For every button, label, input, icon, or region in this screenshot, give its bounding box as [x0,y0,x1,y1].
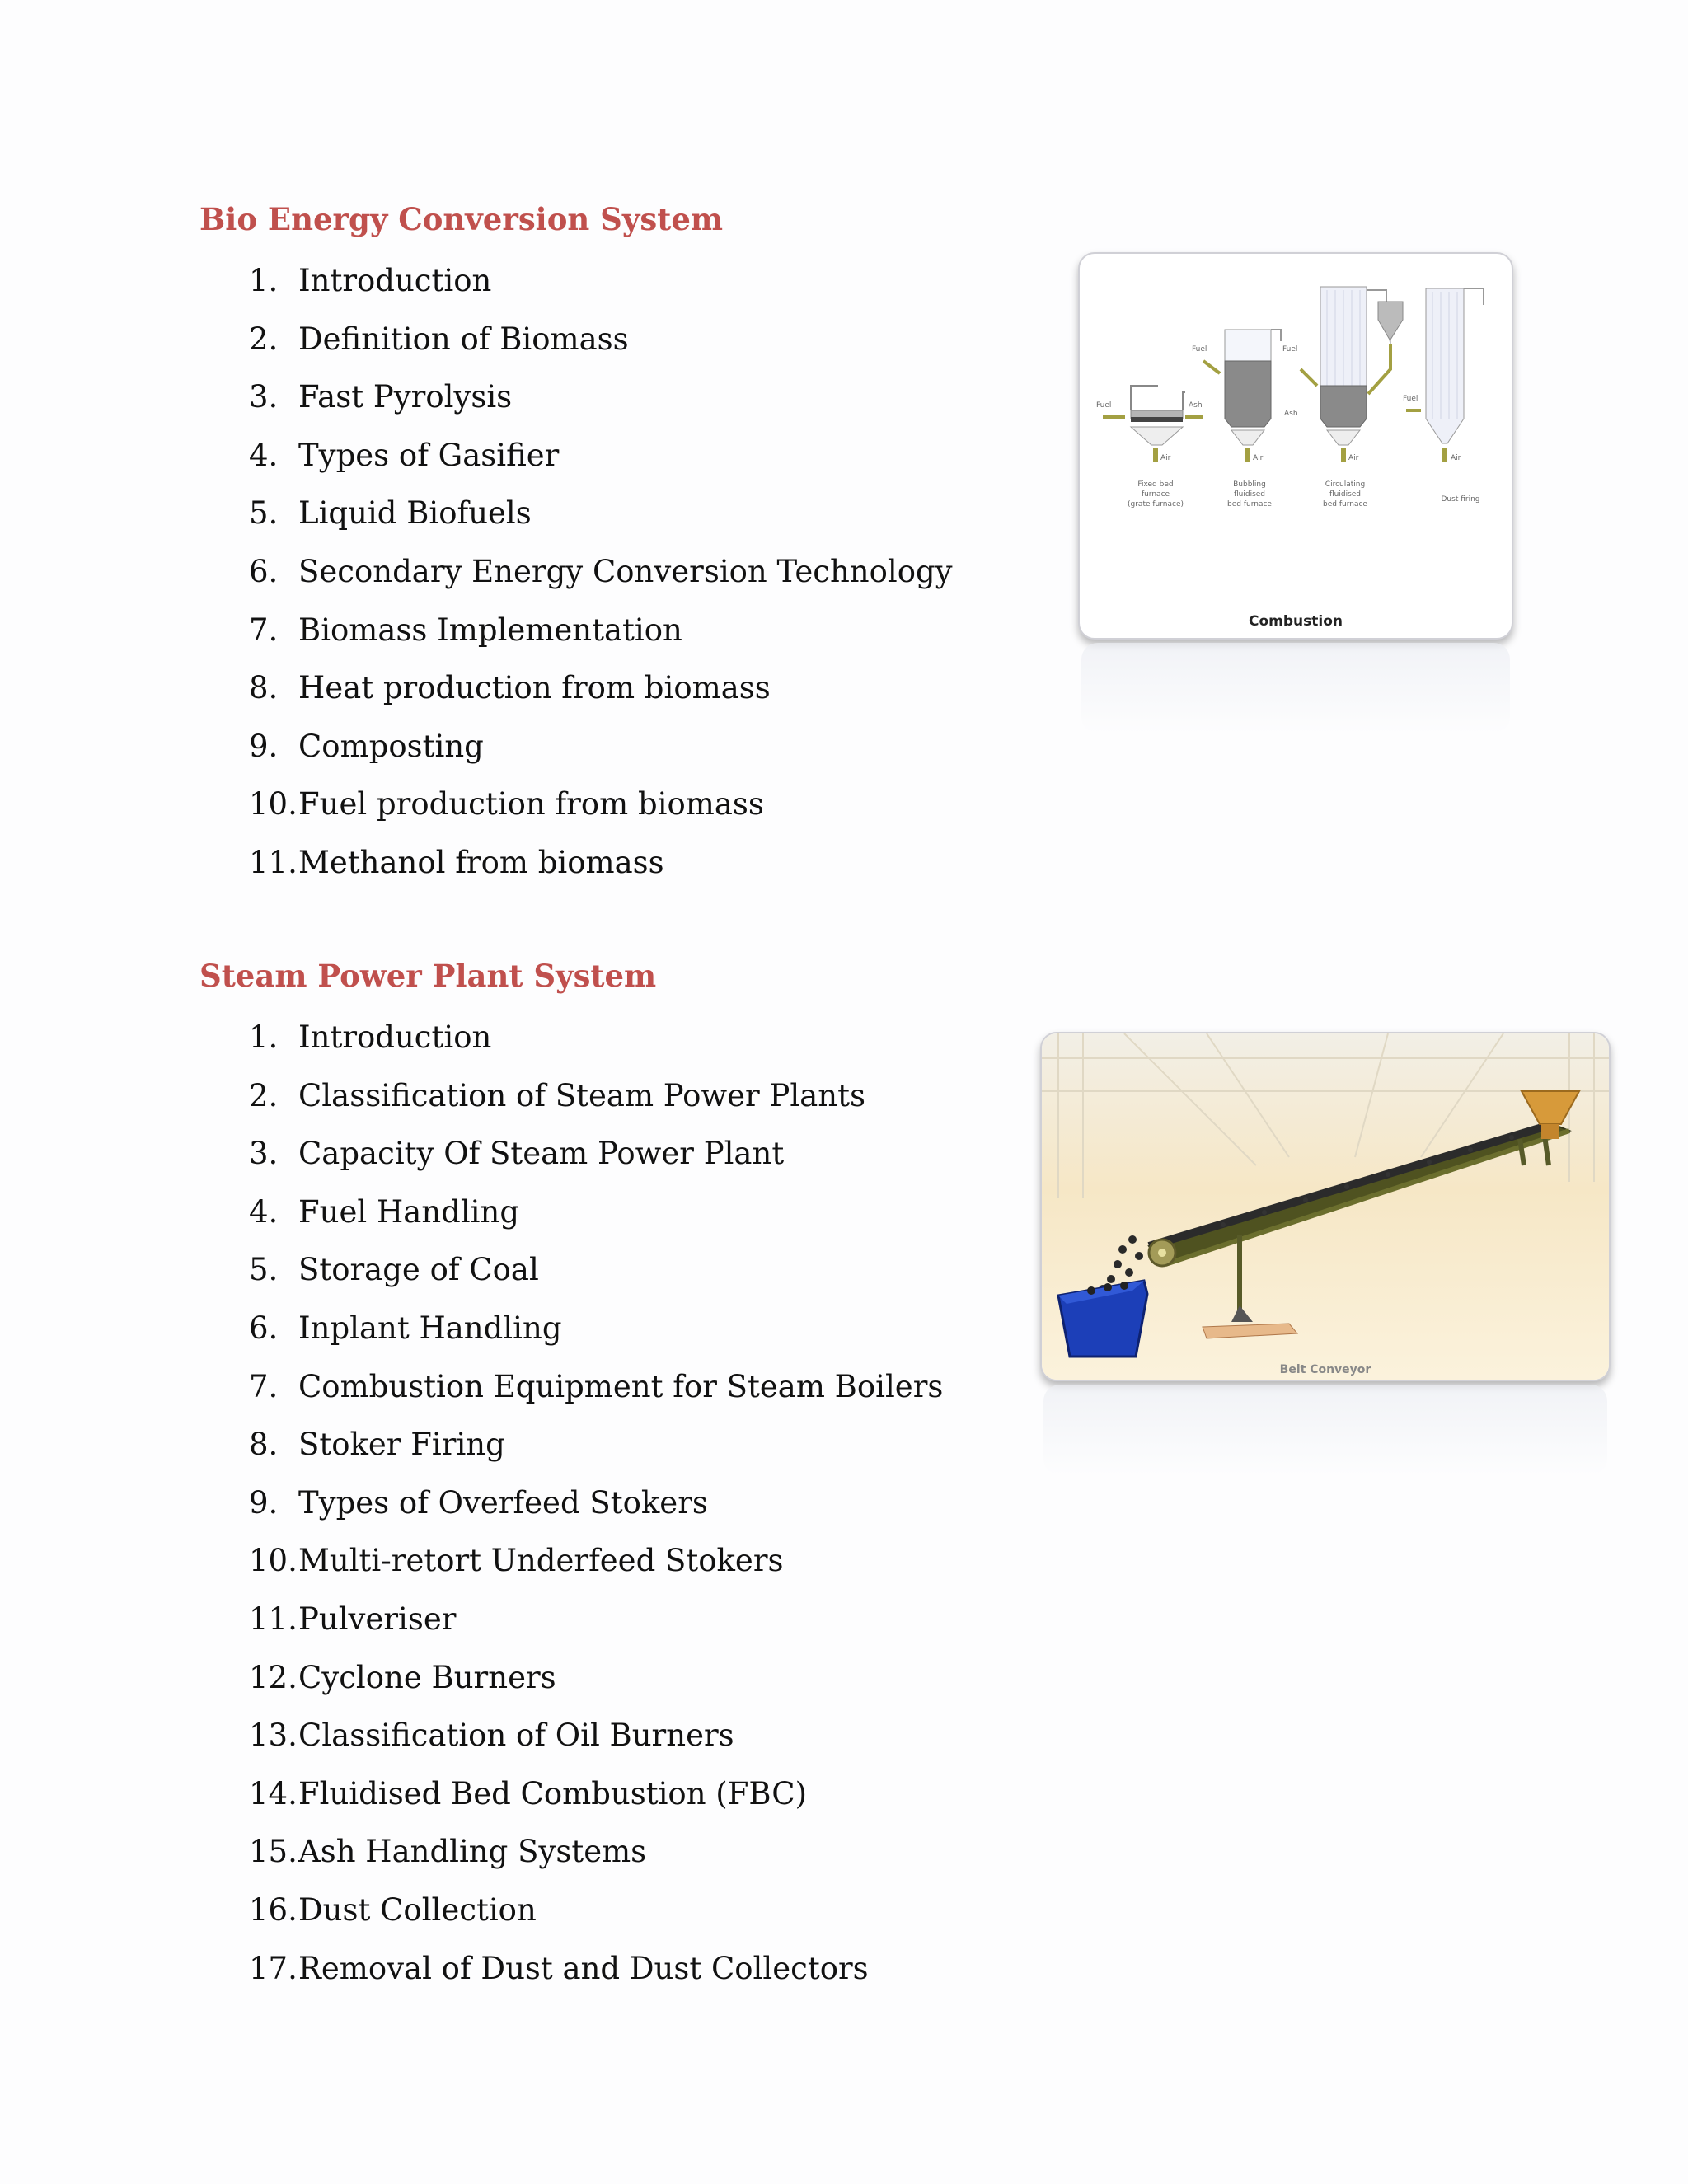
list-item: 10. Multi-retort Underfeed Stokers [249,1543,784,1579]
svg-text:bed furnace: bed furnace [1323,500,1367,509]
list-item: 11. Methanol from biomass [249,844,664,880]
svg-text:Air: Air [1160,454,1171,462]
coal-bin [1058,1281,1147,1357]
list-item: 1. Introduction [249,1019,492,1055]
steam-power-topic-list [199,1009,943,1998]
list-item: 16. Dust Collection [249,1891,537,1928]
svg-text:Circulating: Circulating [1325,480,1366,489]
belt-conveyor-figure [1040,1032,1611,1381]
steam-power-section [199,954,943,1998]
svg-text:(grate furnace): (grate furnace) [1128,500,1184,509]
list-item: 14. Fluidised Bed Combustion (FBC) [249,1775,808,1811]
conveyor-figure-reflection [1043,1385,1607,1475]
list-item: 12. Cyclone Burners [249,1659,556,1695]
figure-caption: Belt Conveyor [1279,1363,1372,1376]
bio-energy-section [199,198,953,893]
svg-text:Bubbling: Bubbling [1233,480,1266,489]
svg-text:bed furnace: bed furnace [1227,500,1272,509]
list-item: 9. Composting [249,728,484,764]
list-item: 9. Types of Overfeed Stokers [249,1484,708,1521]
svg-text:Ash: Ash [1189,401,1203,410]
list-item: 6. Secondary Energy Conversion Technology [249,553,953,589]
combustion-diagram-figure [1078,252,1513,640]
list-item: 15. Ash Handling Systems [249,1834,647,1870]
svg-text:Air: Air [1348,454,1359,462]
svg-text:Fuel: Fuel [1403,395,1418,403]
svg-text:Fuel: Fuel [1096,401,1112,410]
list-item: 17. Removal of Dust and Dust Collectors [249,1950,869,1986]
list-item: 11. Pulveriser [249,1601,457,1637]
bubbling-fluidised-bed [1192,330,1281,509]
combustion-diagram [1080,254,1512,638]
list-item: 13. Classification of Oil Burners [249,1718,734,1754]
list-item: 2. Definition of Biomass [249,321,629,357]
list-item: 1. Introduction [249,263,492,298]
list-item: 8. Heat production from biomass [249,670,771,706]
svg-text:Air: Air [1253,454,1264,462]
svg-text:Dust firing: Dust firing [1441,495,1480,504]
list-item: 3. Fast Pyrolysis [249,379,513,415]
fixed-bed-furnace [1096,386,1203,509]
list-item: 5. Storage of Coal [249,1252,539,1288]
list-item: 4. Types of Gasifier [249,437,560,473]
svg-text:Fuel: Fuel [1282,345,1298,354]
list-item: 4. Fuel Handling [249,1193,520,1230]
circulating-fluidised-bed [1282,287,1403,509]
bio-energy-topic-list [199,252,953,893]
belt-conveyor-illustration [1042,1033,1609,1380]
combustion-figure-reflection [1081,643,1510,733]
list-item: 10. Fuel production from biomass [249,786,764,823]
list-item: 3. Capacity Of Steam Power Plant [249,1136,785,1172]
list-item: 6. Inplant Handling [249,1310,562,1346]
section-title: Bio Energy Conversion System [199,201,724,237]
list-item: 7. Combustion Equipment for Steam Boilers [249,1368,944,1404]
svg-text:Fixed bed: Fixed bed [1137,480,1174,489]
svg-text:fluidised: fluidised [1329,490,1362,499]
section-title: Steam Power Plant System [199,958,657,994]
svg-text:furnace: furnace [1141,490,1170,499]
list-item: 7. Biomass Implementation [249,612,682,648]
list-item: 8. Stoker Firing [249,1427,505,1463]
svg-text:fluidised: fluidised [1233,490,1266,499]
dust-firing-furnace [1403,288,1484,504]
list-item: 5. Liquid Biofuels [249,495,532,532]
svg-text:Air: Air [1451,454,1461,462]
figure-caption: Combustion [1249,613,1343,630]
svg-text:Ash: Ash [1284,410,1298,418]
list-item: 2. Classification of Steam Power Plants [249,1077,865,1113]
svg-text:Fuel: Fuel [1192,345,1207,354]
